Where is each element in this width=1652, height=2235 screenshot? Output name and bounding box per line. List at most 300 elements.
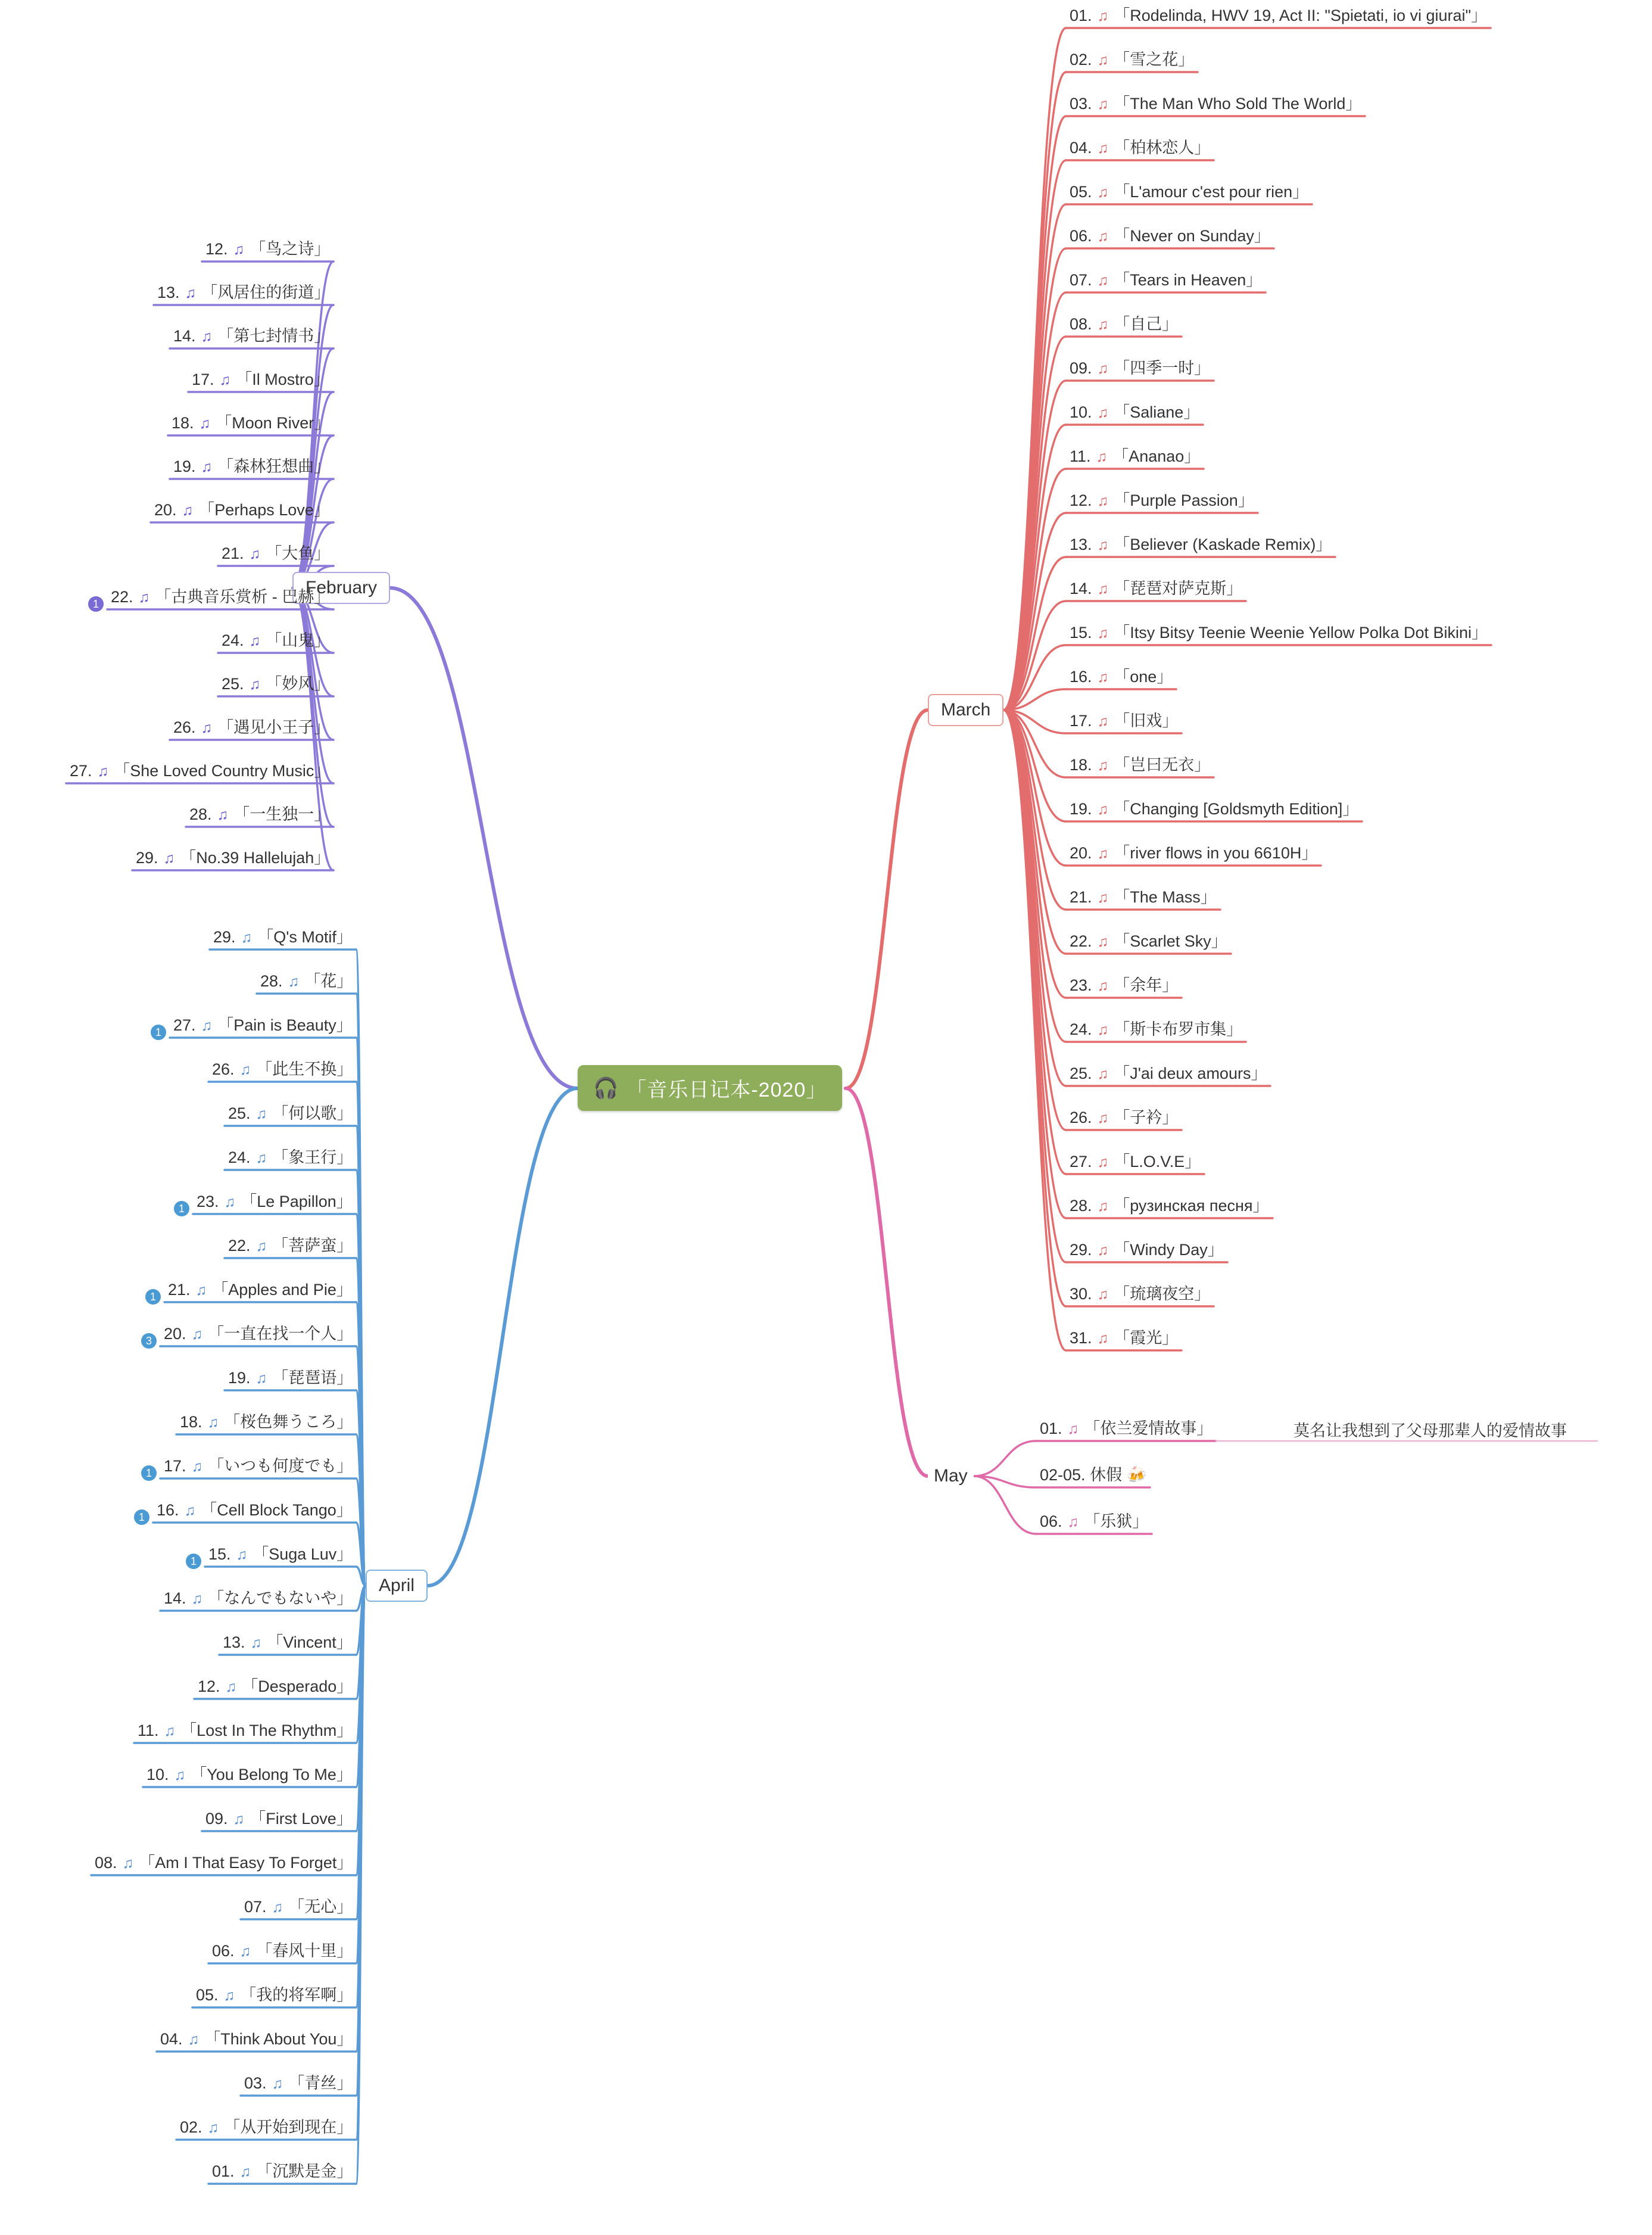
music-note-icon: ♫ [1093, 8, 1113, 24]
leaf-title: 「妙风」 [266, 675, 331, 693]
leaf-index: 28. [260, 972, 283, 990]
leaf-title: 「J'ai deux amours」 [1114, 1064, 1267, 1082]
leaf-node[interactable] [1066, 1239, 1227, 1263]
leaf-node[interactable] [1066, 622, 1491, 646]
leaf-node[interactable] [218, 630, 333, 654]
leaf-index: 08. [1070, 315, 1092, 333]
leaf-node[interactable] [257, 970, 356, 995]
leaf-index: 11. [1070, 447, 1091, 465]
music-note-icon: ♫ [1093, 1110, 1113, 1126]
count-badge: 1 [141, 1465, 157, 1481]
leaf-node[interactable] [160, 1455, 356, 1480]
leaf-index: 25. [222, 675, 244, 693]
music-note-icon: ♫ [197, 720, 217, 736]
music-note-icon: ♫ [1093, 493, 1113, 509]
leaf-node[interactable] [132, 847, 333, 871]
music-note-icon: ♫ [213, 807, 233, 823]
leaf-title: 「The Man Who Sold The World」 [1114, 95, 1362, 113]
leaf-index: 02. [1070, 51, 1092, 69]
leaf-index: 12. [1070, 491, 1092, 509]
count-badge: 1 [88, 596, 104, 612]
leaf-node[interactable] [218, 543, 333, 567]
branch-node-may[interactable] [928, 1462, 974, 1490]
leaf-index: 10. [1070, 403, 1092, 421]
leaf-title: 「此生不换」 [256, 1060, 353, 1078]
leaf-node[interactable] [1036, 1464, 1150, 1489]
leaf-index: 31. [1070, 1329, 1092, 1347]
leaf-index: 11. [138, 1722, 159, 1739]
leaf-title: 「Believer (Kaskade Remix)」 [1114, 536, 1332, 553]
leaf-node[interactable] [1066, 1195, 1273, 1219]
leaf-index: 09. [1070, 359, 1092, 377]
leaf-title: 「花」 [304, 972, 353, 990]
leaf-node[interactable] [1066, 49, 1198, 73]
leaf-node[interactable] [1066, 1107, 1182, 1131]
leaf-node[interactable] [66, 760, 333, 785]
music-note-icon: ♫ [195, 415, 215, 432]
music-note-icon: ♫ [245, 546, 265, 562]
leaf-node[interactable] [1066, 798, 1362, 823]
leaf-node[interactable] [160, 1323, 356, 1347]
leaf-title: 「Desperado」 [242, 1677, 353, 1695]
leaf-node[interactable] [91, 1852, 356, 1876]
leaf-title: 「从开始到现在」 [224, 2118, 353, 2136]
leaf-title: 「我的将军啊」 [240, 1986, 353, 2004]
leaf-title: 「大鱼」 [266, 544, 331, 562]
leaf-node[interactable] [1066, 842, 1321, 867]
leaf-node[interactable] [1066, 754, 1214, 779]
leaf-node[interactable] [1066, 1151, 1204, 1175]
leaf-node[interactable] [176, 1411, 356, 1436]
leaf-node[interactable] [186, 804, 333, 828]
music-note-icon: ♫ [1063, 1514, 1083, 1530]
leaf-node[interactable] [208, 1059, 356, 1083]
leaf-title: 「桜色舞うころ」 [224, 1413, 353, 1431]
music-note-icon: ♫ [251, 1238, 272, 1255]
branch-node-march[interactable] [928, 694, 1003, 726]
leaf-index: 17. [1070, 712, 1092, 730]
leaf-node[interactable] [241, 2072, 356, 2097]
leaf-index: 20. [1070, 844, 1092, 862]
leaf-index: 28. [189, 805, 212, 823]
leaf-index: 02. [180, 2118, 202, 2136]
leaf-index: 23. [197, 1193, 219, 1210]
leaf-index: 20. [154, 501, 177, 519]
leaf-index: 01. [1040, 1420, 1062, 1437]
leaf-index: 20. [164, 1325, 186, 1343]
leaf-title: 「The Mass」 [1114, 888, 1217, 906]
leaf-node[interactable] [1066, 401, 1203, 426]
music-note-icon: ♫ [1093, 404, 1113, 421]
leaf-index: 06. [212, 1942, 235, 1960]
branch-label: March [941, 700, 991, 720]
count-badge: 1 [174, 1201, 189, 1216]
leaf-title: 「one」 [1114, 668, 1173, 686]
leaf-node[interactable] [225, 1235, 356, 1259]
leaf-node[interactable] [170, 717, 333, 741]
leaf-index: 04. [160, 2030, 183, 2048]
branch-label: April [379, 1576, 415, 1595]
music-note-icon: ♫ [1093, 184, 1113, 201]
leaf-index: 06. [1070, 227, 1092, 245]
music-note-icon: ♫ [229, 1811, 249, 1828]
leaf-title: 「森林狂想曲」 [217, 457, 331, 475]
leaf-index: 29. [213, 928, 236, 946]
leaf-title: 「春风十里」 [256, 1942, 353, 1960]
leaf-node[interactable] [1066, 710, 1182, 734]
leaf-title: 「You Belong To Me」 [191, 1766, 353, 1783]
leaf-index: 19. [1070, 800, 1092, 818]
music-note-icon: ♫ [1093, 96, 1113, 113]
music-note-icon: ♫ [1093, 140, 1113, 157]
music-note-icon: ♫ [283, 973, 304, 990]
music-note-icon: ♫ [236, 929, 257, 946]
music-note-icon: ♫ [1093, 625, 1113, 642]
leaf-node[interactable] [205, 1543, 356, 1568]
leaf-node[interactable] [225, 1367, 356, 1392]
leaf-node[interactable] [1066, 357, 1214, 382]
music-note-icon: ♫ [93, 763, 113, 780]
music-note-icon: ♫ [180, 1502, 200, 1519]
leaf-index: 10. [147, 1766, 169, 1783]
leaf-index: 16. [157, 1501, 179, 1519]
music-note-icon: ♫ [251, 1150, 272, 1166]
music-note-icon: ♫ [1093, 1022, 1113, 1038]
music-note-icon: ♫ [1093, 845, 1113, 862]
leaf-index: 14. [173, 327, 196, 345]
leaf-title: 「Never on Sunday」 [1114, 227, 1270, 245]
leaf-index: 26. [173, 718, 196, 736]
music-note-icon: ♫ [245, 633, 265, 649]
branch-label: February [306, 578, 378, 597]
leaf-node[interactable] [1066, 446, 1204, 470]
leaf-node[interactable] [218, 673, 333, 698]
leaf-title: 「Suga Luv」 [253, 1545, 353, 1563]
leaf-index: 29. [1070, 1241, 1092, 1259]
music-note-icon: ♫ [159, 850, 179, 867]
leaf-node[interactable] [1066, 269, 1266, 294]
leaf-index: 12. [198, 1677, 220, 1695]
leaf-title: 「рузинская песня」 [1114, 1197, 1269, 1215]
leaf-title: 「自己」 [1114, 315, 1179, 333]
leaf-node[interactable] [1066, 534, 1335, 558]
music-note-icon: ♫ [1093, 669, 1113, 686]
leaf-title: 「乐狱」 [1084, 1512, 1149, 1530]
leaf-title: 「子衿」 [1114, 1109, 1179, 1126]
leaf-title: 「遇见小王子」 [217, 718, 331, 736]
leaf-title: 「Tears in Heaven」 [1114, 271, 1263, 289]
leaf-index: 02-05. [1040, 1466, 1086, 1484]
leaf-node[interactable] [194, 1676, 356, 1700]
music-note-icon: ♫ [1093, 1154, 1113, 1171]
leaf-node[interactable] [164, 1279, 356, 1303]
leaf-node[interactable] [1066, 181, 1312, 206]
leaf-title: 「柏林恋人」 [1114, 139, 1211, 157]
music-note-icon: ♫ [245, 676, 265, 693]
count-badge: 3 [141, 1333, 157, 1349]
leaf-index: 18. [1070, 756, 1092, 774]
leaf-title: 「依兰爱情故事」 [1084, 1420, 1213, 1437]
music-note-icon: ♫ [251, 1370, 272, 1387]
count-badge: 1 [186, 1554, 201, 1569]
leaf-title: 「Scarlet Sky」 [1114, 932, 1227, 950]
leaf-index: 06. [1040, 1512, 1062, 1530]
music-note-icon: ♫ [220, 1194, 240, 1210]
leaf-index: 27. [173, 1016, 196, 1034]
leaf-node[interactable] [1036, 1418, 1216, 1442]
music-note-icon: ♫ [267, 2075, 288, 2092]
music-note-icon: ♫ [180, 285, 201, 301]
leaf-title: 「Q's Motif」 [257, 928, 353, 946]
leaf-index: 21. [1070, 888, 1092, 906]
leaf-node[interactable] [1066, 886, 1220, 911]
leaf-node[interactable] [1066, 930, 1231, 955]
music-note-icon: ♫ [1093, 1242, 1113, 1259]
leaf-node[interactable] [170, 1014, 356, 1039]
leaf-title: 「Pain is Beauty」 [217, 1016, 353, 1034]
leaf-node[interactable] [168, 412, 333, 437]
music-note-icon: ♫ [1093, 360, 1113, 377]
leaf-title: 「第七封情书」 [217, 327, 331, 345]
music-note-icon: ♫ [1093, 801, 1113, 818]
leaf-index: 26. [212, 1060, 235, 1078]
leaf-index: 12. [205, 240, 228, 258]
music-note-icon: ♫ [1093, 1286, 1113, 1303]
leaf-node[interactable] [176, 2116, 356, 2141]
leaf-node[interactable] [1066, 1019, 1246, 1043]
leaf-index: 18. [172, 414, 194, 432]
leaf-node[interactable] [192, 1984, 356, 2009]
leaf-node[interactable] [157, 2028, 356, 2053]
leaf-title: 「Lost In The Rhythm」 [180, 1722, 353, 1739]
music-note-icon: ♫ [177, 502, 198, 519]
leaf-title: 「Perhaps Love」 [198, 501, 330, 519]
leaf-title: 「琵琶语」 [272, 1369, 353, 1387]
leaf-node[interactable] [151, 499, 333, 524]
music-note-icon: ♫ [1063, 1421, 1083, 1437]
music-note-icon: ♫ [1093, 272, 1113, 289]
leaf-index: 23. [1070, 976, 1092, 994]
leaf-node[interactable] [153, 1499, 356, 1524]
leaf-index: 25. [1070, 1064, 1092, 1082]
leaf-node[interactable] [1066, 313, 1182, 338]
leaf-title: 「霞光」 [1114, 1329, 1179, 1347]
music-note-icon: ♫ [246, 1635, 266, 1651]
leaf-node[interactable] [1036, 1511, 1152, 1535]
leaf-title: 「象王行」 [272, 1148, 353, 1166]
music-note-icon: ♫ [1093, 581, 1113, 597]
leaf-title: 「琵琶对萨克斯」 [1114, 580, 1243, 597]
leaf-annotation: 莫名让我想到了父母那辈人的爱情故事 [1293, 1422, 1567, 1440]
leaf-title: 「Windy Day」 [1114, 1241, 1224, 1259]
music-note-icon: ♫ [197, 459, 217, 475]
leaf-title: 「青丝」 [288, 2074, 353, 2092]
leaf-title: 「沉默是金」 [256, 2162, 353, 2180]
leaf-index: 24. [228, 1148, 251, 1166]
leaf-title: 「余年」 [1114, 976, 1179, 994]
leaf-index: 05. [1070, 183, 1092, 201]
music-note-icon: ♫ [1093, 1066, 1113, 1082]
leaf-index: 15. [208, 1545, 231, 1563]
music-note-icon: ♫ [215, 372, 235, 388]
music-note-icon: ♫ [267, 1899, 288, 1916]
leaf-title: 「雪之花」 [1114, 51, 1195, 69]
leaf-index: 14. [1070, 580, 1092, 597]
music-note-icon: ♫ [1093, 933, 1113, 950]
leaf-title: 「Saliane」 [1114, 403, 1200, 421]
music-note-icon: ♫ [1093, 889, 1113, 906]
leaf-title: 「First Love」 [250, 1810, 353, 1828]
leaf-node[interactable] [1066, 1283, 1214, 1308]
leaf-index: 29. [136, 849, 158, 867]
leaf-node[interactable] [219, 1632, 356, 1656]
leaf-title: 「琉璃夜空」 [1114, 1285, 1211, 1303]
leaf-title: 「山鬼」 [266, 631, 331, 649]
leaf-index: 09. [205, 1810, 228, 1828]
count-badge: 1 [145, 1289, 161, 1305]
leaf-title: 「L'amour c'est pour rien」 [1114, 183, 1309, 201]
leaf-index: 04. [1070, 139, 1092, 157]
leaf-index: 25. [228, 1104, 251, 1122]
leaf-node[interactable] [208, 1940, 356, 1965]
leaf-node[interactable] [193, 1191, 356, 1215]
leaf-title: 「Purple Passion」 [1114, 491, 1254, 509]
leaf-node[interactable] [1066, 1327, 1182, 1352]
leaf-title: 「No.39 Hallelujah」 [180, 849, 331, 867]
music-note-icon: ♫ [118, 1855, 138, 1872]
leaf-node[interactable] [1066, 578, 1246, 602]
leaf-node[interactable] [1066, 490, 1258, 514]
leaf-title: 「Moon River」 [216, 414, 331, 432]
leaf-title: 「Think About You」 [204, 2030, 353, 2048]
music-note-icon: ♫ [1093, 316, 1113, 333]
leaf-node[interactable] [143, 1764, 356, 1788]
music-note-icon: ♫ [1092, 449, 1112, 465]
leaf-title: 「Il Mostro」 [236, 371, 330, 388]
leaf-node[interactable] [210, 926, 356, 951]
leaf-index: 16. [1070, 668, 1092, 686]
leaf-index: 01. [1070, 7, 1092, 24]
headphones-icon: 🎧 [593, 1076, 619, 1100]
leaf-title: 「一直在找一个人」 [208, 1325, 353, 1343]
leaf-node[interactable] [160, 1587, 356, 1612]
leaf-index: 27. [70, 762, 92, 780]
leaf-node[interactable] [1066, 1063, 1270, 1087]
leaf-index: 21. [222, 544, 244, 562]
leaf-index: 14. [164, 1589, 186, 1607]
music-note-icon: ♫ [197, 1017, 217, 1034]
leaf-title: 「旧戏」 [1114, 712, 1179, 730]
leaf-title: 「Le Papillon」 [241, 1193, 353, 1210]
music-note-icon: ♫ [219, 1987, 239, 2004]
leaf-index: 07. [1070, 271, 1092, 289]
leaf-node[interactable] [225, 1103, 356, 1127]
leaf-index: 13. [157, 284, 180, 301]
leaf-node[interactable] [1066, 93, 1365, 117]
leaf-index: 24. [1070, 1020, 1092, 1038]
leaf-title: 「Ananao」 [1112, 447, 1201, 465]
music-note-icon: ♫ [134, 589, 154, 606]
leaf-title: 「无心」 [288, 1898, 353, 1916]
leaf-node[interactable] [202, 238, 333, 263]
leaf-title: 「Rodelinda, HWV 19, Act II: "Spietati, io vi giurai"」 [1114, 7, 1488, 24]
music-note-icon: ♫ [197, 328, 217, 345]
leaf-index: 03. [244, 2074, 267, 2092]
music-note-icon: ♫ [1093, 757, 1113, 774]
leaf-index: 22. [228, 1237, 251, 1255]
music-note-icon: ♫ [229, 241, 249, 258]
leaf-title: 「鸟之诗」 [250, 240, 331, 258]
music-note-icon: ♫ [183, 2031, 204, 2048]
leaf-node[interactable] [208, 2161, 356, 2185]
leaf-node[interactable] [170, 456, 333, 480]
leaf-node[interactable] [170, 325, 333, 350]
leaf-index: 13. [223, 1633, 245, 1651]
branch-label: May [934, 1466, 968, 1486]
leaf-title: 「岂曰无衣」 [1114, 756, 1211, 774]
leaf-index: 05. [196, 1986, 219, 2004]
music-note-icon: ♫ [235, 1943, 255, 1960]
music-note-icon: ♫ [203, 1414, 223, 1431]
leaf-title: 「She Loved Country Music」 [114, 762, 331, 780]
leaf-title: 「四季一时」 [1114, 359, 1211, 377]
leaf-index: 18. [180, 1413, 202, 1431]
leaf-node[interactable] [154, 282, 333, 306]
leaf-node[interactable] [188, 369, 333, 393]
leaf-title: 「Apples and Pie」 [212, 1281, 353, 1299]
leaf-title: 「いつも何度でも」 [208, 1457, 353, 1475]
leaf-node[interactable] [241, 1896, 356, 1920]
leaf-node[interactable] [202, 1808, 356, 1832]
music-note-icon: ♫ [235, 2164, 255, 2180]
leaf-title: 「何以歌」 [272, 1104, 353, 1122]
leaf-index: 22. [1070, 932, 1092, 950]
music-note-icon: ♫ [170, 1767, 190, 1783]
leaf-title: 「Vincent」 [267, 1633, 353, 1651]
music-note-icon: ♫ [1093, 1198, 1113, 1215]
root-label: 「音乐日记本-2020」 [626, 1079, 827, 1101]
leaf-title: 「L.O.V.E」 [1114, 1153, 1201, 1171]
leaf-title: 「なんでもないや」 [208, 1589, 353, 1607]
music-note-icon: ♫ [235, 1062, 255, 1078]
leaf-index: 28. [1070, 1197, 1092, 1215]
leaf-node[interactable] [134, 1720, 356, 1744]
leaf-node[interactable] [1066, 975, 1182, 999]
leaf-node[interactable] [1066, 225, 1274, 250]
count-badge: 1 [134, 1509, 149, 1525]
leaf-index: 26. [1070, 1109, 1092, 1126]
leaf-node[interactable] [1066, 5, 1491, 29]
leaf-node[interactable] [1066, 666, 1176, 690]
music-note-icon: ♫ [251, 1106, 272, 1122]
leaf-title: 「一生独一」 [233, 805, 331, 823]
leaf-title: 「斯卡布罗市集」 [1114, 1020, 1243, 1038]
leaf-title: 「菩萨蛮」 [272, 1237, 353, 1255]
leaf-title: 「古典音乐赏析 - 巴赫」 [155, 588, 331, 606]
leaf-node[interactable] [1066, 137, 1214, 161]
music-note-icon: ♫ [187, 1590, 207, 1607]
music-note-icon: ♫ [187, 1326, 207, 1343]
count-badge: 1 [151, 1025, 166, 1040]
root-node[interactable] [578, 1065, 842, 1111]
music-note-icon: ♫ [1093, 978, 1113, 994]
music-note-icon: ♫ [1093, 228, 1113, 245]
branch-node-april[interactable] [366, 1570, 428, 1602]
leaf-node[interactable] [107, 586, 333, 611]
leaf-index: 07. [244, 1898, 267, 1916]
leaf-node[interactable] [225, 1147, 356, 1171]
leaf-index: 19. [228, 1369, 251, 1387]
